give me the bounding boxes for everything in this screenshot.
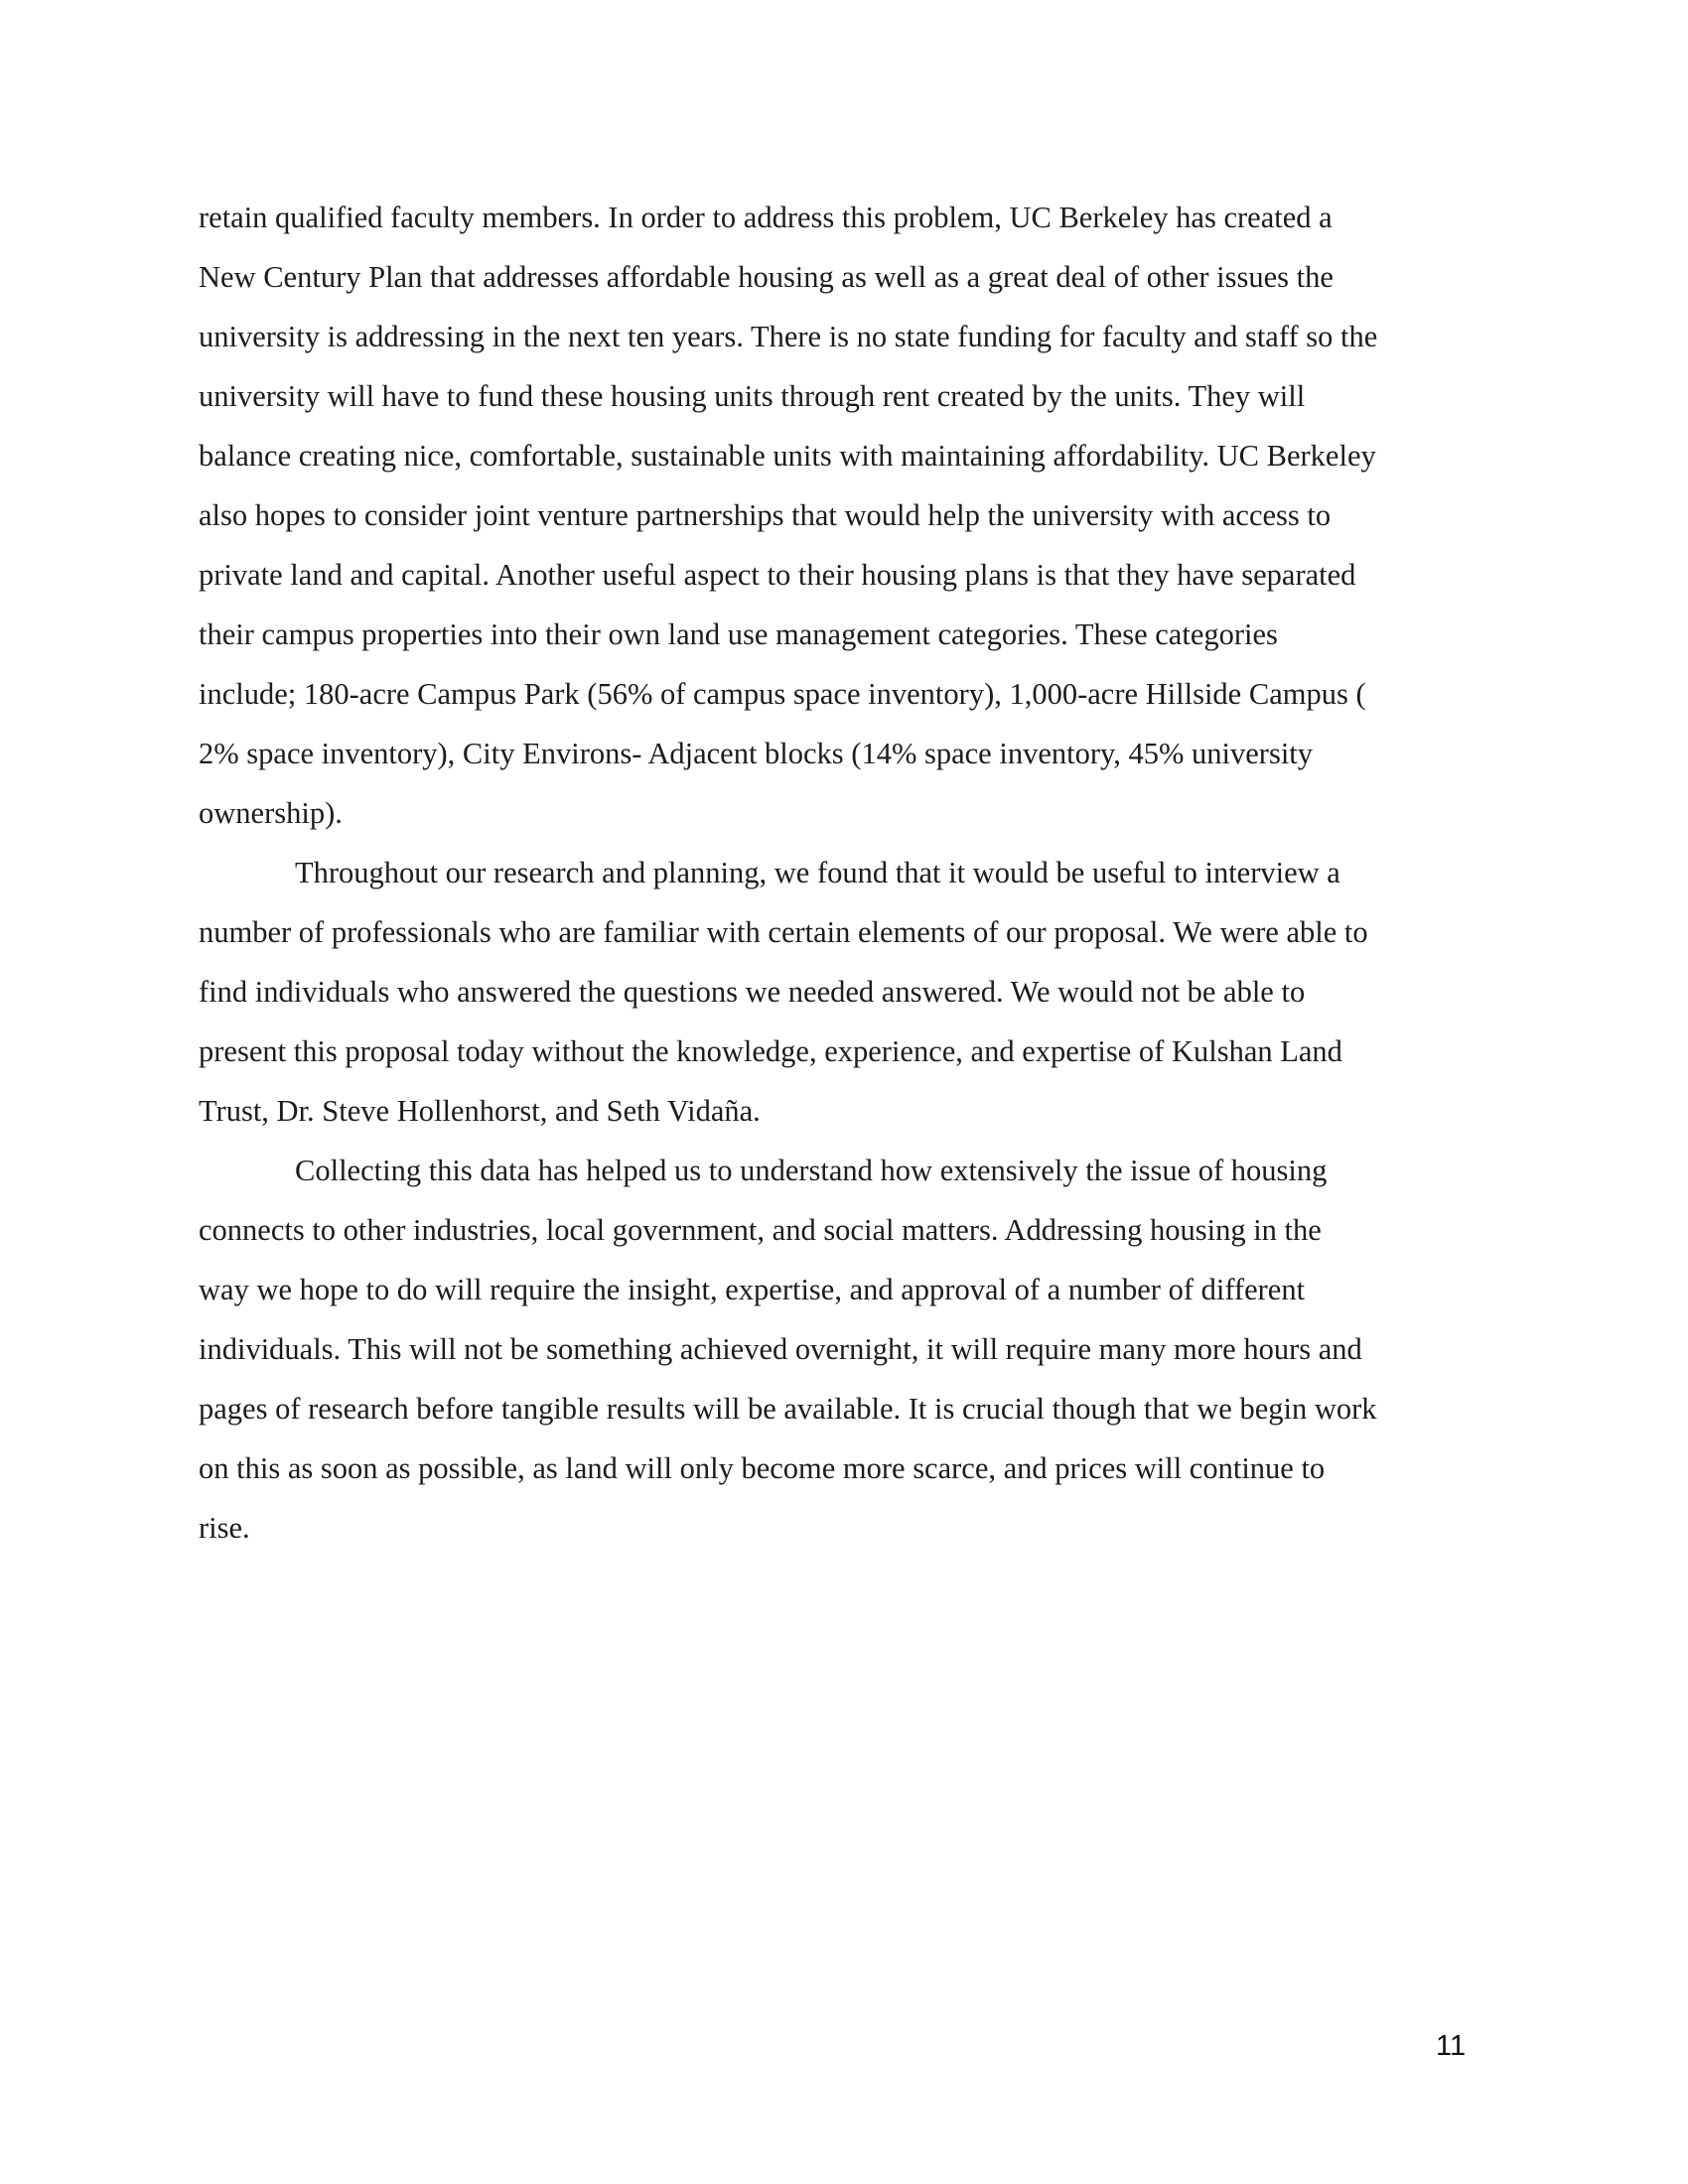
text-line: ownership).	[199, 796, 343, 830]
text-line: number of professionals who are familiar with certain elements of our proposal. We were able to	[199, 915, 1368, 949]
text-line: pages of research before tangible results will be available. It is crucial though that we begin work	[199, 1392, 1377, 1426]
text-line: find individuals who answered the questions we needed answered. We would not be able to	[199, 975, 1306, 1009]
text-line: private land and capital. Another useful aspect to their housing plans is that they have separated	[199, 558, 1356, 592]
paragraph-first-line: Throughout our research and planning, we found that it would be useful to interview a	[295, 856, 1340, 889]
text-line: university is addressing in the next ten years. There is no state funding for faculty and staff so the	[199, 320, 1378, 353]
text-line: their campus properties into their own land use management categories. These categories	[199, 617, 1278, 651]
text-line: retain qualified faculty members. In order to address this problem, UC Berkeley has created a	[199, 201, 1333, 234]
text-line: 2% space inventory), City Environs- Adjacent blocks (14% space inventory, 45% university	[199, 737, 1314, 770]
text-line: way we hope to do will require the insight, expertise, and approval of a number of different	[199, 1273, 1306, 1306]
page-number: 11	[1436, 2030, 1467, 2062]
text-line: individuals. This will not be something achieved overnight, it will require many more hours and	[199, 1332, 1362, 1366]
text-line: rise.	[199, 1511, 250, 1545]
text-line: also hopes to consider joint venture partnerships that would help the university with access to	[199, 498, 1332, 532]
text-line: connects to other industries, local government, and social matters. Addressing housing in the	[199, 1213, 1322, 1247]
text-line: New Century Plan that addresses affordable housing as well as a great deal of other issues the	[199, 260, 1334, 294]
text-line: Trust, Dr. Steve Hollenhorst, and Seth Vidaña.	[199, 1094, 761, 1128]
text-line: university will have to fund these housing units through rent created by the units. They will	[199, 379, 1306, 413]
text-line: on this as soon as possible, as land will only become more scarce, and prices will continue to	[199, 1451, 1326, 1485]
text-line: include; 180-acre Campus Park (56% of campus space inventory), 1,000-acre Hillside Campus (	[199, 677, 1366, 711]
text-line: balance creating nice, comfortable, sustainable units with maintaining affordability. UC Berkeley	[199, 439, 1376, 473]
paragraph-first-line: Collecting this data has helped us to understand how extensively the issue of housing	[295, 1154, 1328, 1187]
text-line: present this proposal today without the knowledge, experience, and expertise of Kulshan Land	[199, 1034, 1342, 1068]
